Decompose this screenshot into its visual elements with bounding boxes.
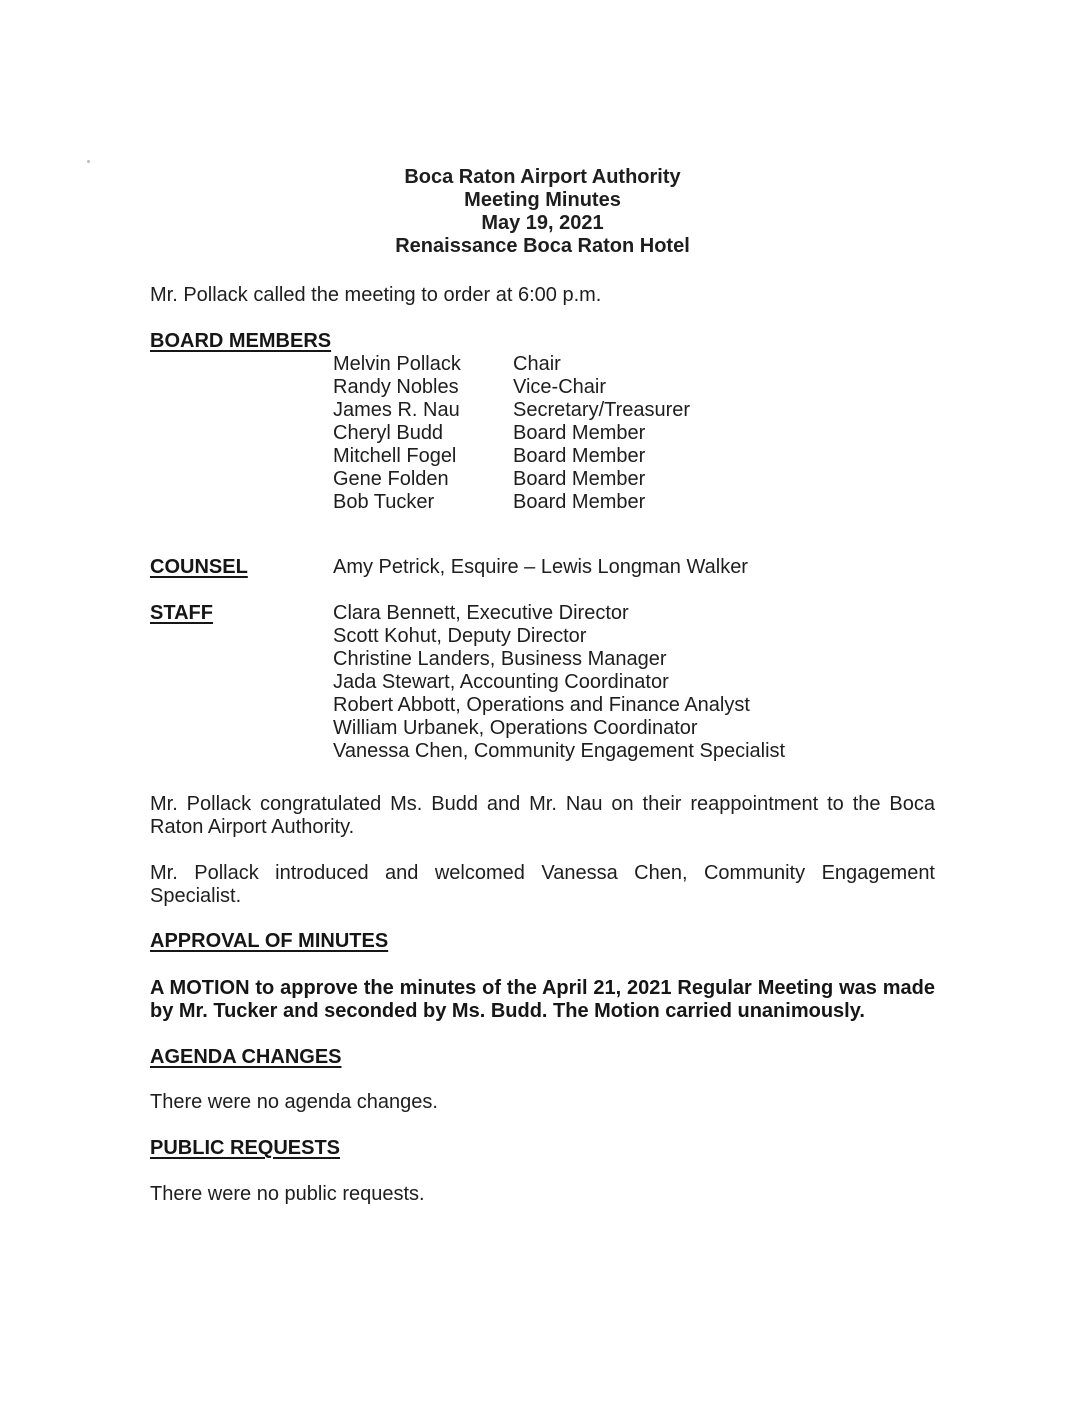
staff-list: [333, 602, 935, 763]
meeting-date: May 19, 2021: [481, 212, 604, 234]
approval-of-minutes-section: [150, 930, 935, 1023]
staff-member: Jada Stewart, Accounting Coordinator: [333, 671, 669, 693]
agenda-changes-body: There were no agenda changes.: [150, 1091, 438, 1113]
staff-section: [150, 602, 935, 763]
board-member-row: [333, 468, 935, 491]
counsel-section: [150, 556, 935, 579]
board-member-name: Bob Tucker: [333, 491, 435, 513]
meeting-location: Renaissance Boca Raton Hotel: [395, 235, 690, 257]
public-requests-body: There were no public requests.: [150, 1183, 425, 1205]
board-member-role: Vice-Chair: [513, 376, 606, 398]
opening-paragraph: Mr. Pollack called the meeting to order at 6:00 p.m.: [150, 284, 602, 306]
board-member-name: James R. Nau: [333, 399, 460, 421]
board-member-role: Board Member: [513, 468, 646, 490]
public-requests-heading: PUBLIC REQUESTS: [150, 1137, 341, 1159]
board-member-role: Chair: [513, 353, 561, 375]
staff-heading: STAFF: [150, 602, 213, 624]
document-subtitle: Meeting Minutes: [464, 189, 621, 211]
board-member-role: Board Member: [513, 422, 646, 444]
board-member-row: [333, 353, 935, 376]
board-member-name: Gene Folden: [333, 468, 449, 490]
introduction-paragraph: Mr. Pollack introduced and welcomed Vanessa Chen, Community Engagement Specialist.: [150, 862, 935, 907]
board-member-row: [333, 376, 935, 399]
staff-member: William Urbanek, Operations Coordinator: [333, 717, 698, 739]
board-members-heading: BOARD MEMBERS: [150, 330, 332, 352]
public-requests-section: [150, 1137, 935, 1206]
document-header: [150, 166, 935, 258]
board-members-section: [150, 330, 935, 514]
board-member-role: Secretary/Treasurer: [513, 399, 691, 421]
scan-artifact-speck: [87, 160, 90, 163]
board-member-row: [333, 422, 935, 445]
board-member-role: Board Member: [513, 445, 646, 467]
board-member-name: Randy Nobles: [333, 376, 459, 398]
reappointment-paragraph: Mr. Pollack congratulated Ms. Budd and Mr. Nau on their reappointment to the Boca Raton Airport Authority.: [150, 793, 935, 838]
board-member-name: Melvin Pollack: [333, 353, 461, 375]
staff-member: Scott Kohut, Deputy Director: [333, 625, 587, 647]
counsel-heading: COUNSEL: [150, 556, 248, 578]
approval-of-minutes-heading: APPROVAL OF MINUTES: [150, 930, 389, 952]
staff-member: Vanessa Chen, Community Engagement Specialist: [333, 740, 786, 762]
board-member-name: Cheryl Budd: [333, 422, 444, 444]
board-members-list: [333, 353, 935, 514]
board-member-name: Mitchell Fogel: [333, 445, 457, 467]
staff-member: Robert Abbott, Operations and Finance Analyst: [333, 694, 750, 716]
staff-member: Clara Bennett, Executive Director: [333, 602, 629, 624]
board-member-role: Board Member: [513, 491, 646, 513]
document-title: Boca Raton Airport Authority: [404, 166, 681, 188]
board-member-row: [333, 445, 935, 468]
agenda-changes-heading: AGENDA CHANGES: [150, 1046, 342, 1068]
motion-paragraph: A MOTION to approve the minutes of the April 21, 2021 Regular Meeting was made by Mr. Tucker and seconded by Ms. Budd. The Motion carried unanimously.: [150, 977, 935, 1022]
board-member-row: [333, 491, 935, 514]
counsel-name: Amy Petrick, Esquire – Lewis Longman Walker: [333, 556, 748, 578]
agenda-changes-section: [150, 1046, 935, 1114]
staff-member: Christine Landers, Business Manager: [333, 648, 667, 670]
board-member-row: [333, 399, 935, 422]
